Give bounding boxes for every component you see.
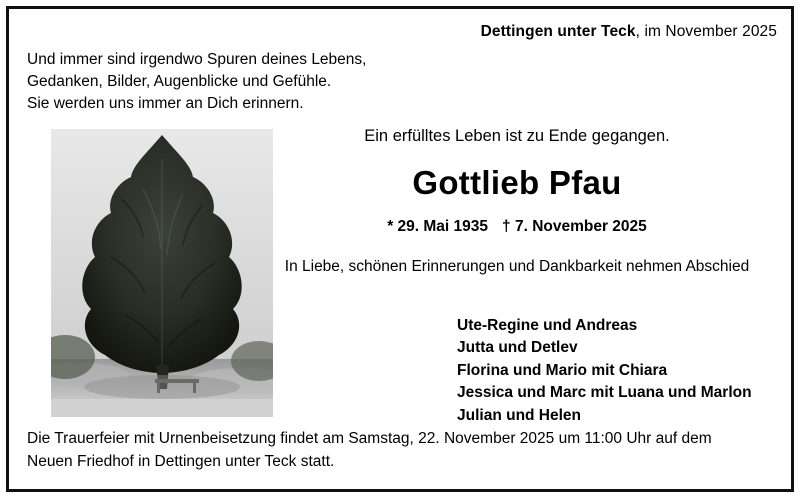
- memorial-verse: [27, 49, 366, 115]
- list-item: Jutta und Detlev: [457, 339, 578, 357]
- tree-photo-image: [51, 129, 273, 417]
- verse-line-1: Und immer sind irgendwo Spuren deines Lebens,: [27, 51, 367, 68]
- notice-content: [9, 9, 791, 489]
- list-item: Ute-Regine und Andreas: [457, 317, 638, 334]
- deceased-name: Gottlieb Pfau: [412, 164, 622, 201]
- place-month: , im November 2025: [635, 23, 777, 40]
- place-city: Dettingen unter Teck: [480, 23, 636, 40]
- place-and-date: [481, 23, 777, 41]
- life-dates: [259, 218, 775, 236]
- list-item: Julian und Helen: [457, 406, 582, 424]
- death-date: † 7. November 2025: [502, 218, 647, 235]
- verse-line-2: Gedanken, Bilder, Augenblicke und Gefühle.: [27, 73, 332, 90]
- birth-date: * 29. Mai 1935: [387, 218, 489, 235]
- list-item: Jessica und Marc mit Luana und Marlon: [457, 384, 752, 402]
- mourners-list: [457, 315, 752, 427]
- verse-line-3: Sie werden uns immer an Dich erinnern.: [27, 95, 304, 112]
- lead-line: Ein erfülltes Leben ist zu Ende gegangen.: [364, 127, 670, 145]
- funeral-details-line-2: Neuen Friedhof in Dettingen unter Teck statt.: [27, 452, 335, 470]
- funeral-details: [27, 428, 775, 473]
- tree-photo: [51, 129, 273, 417]
- farewell-line: In Liebe, schönen Erinnerungen und Dankbarkeit nehmen Abschied: [284, 258, 750, 275]
- main-text-block: [259, 127, 775, 290]
- funeral-details-line-1: Die Trauerfeier mit Urnenbeisetzung findet am Samstag, 22. November 2025 um 11:00 Uhr auf dem: [27, 430, 712, 448]
- list-item: Florina und Mario mit Chiara: [457, 361, 668, 379]
